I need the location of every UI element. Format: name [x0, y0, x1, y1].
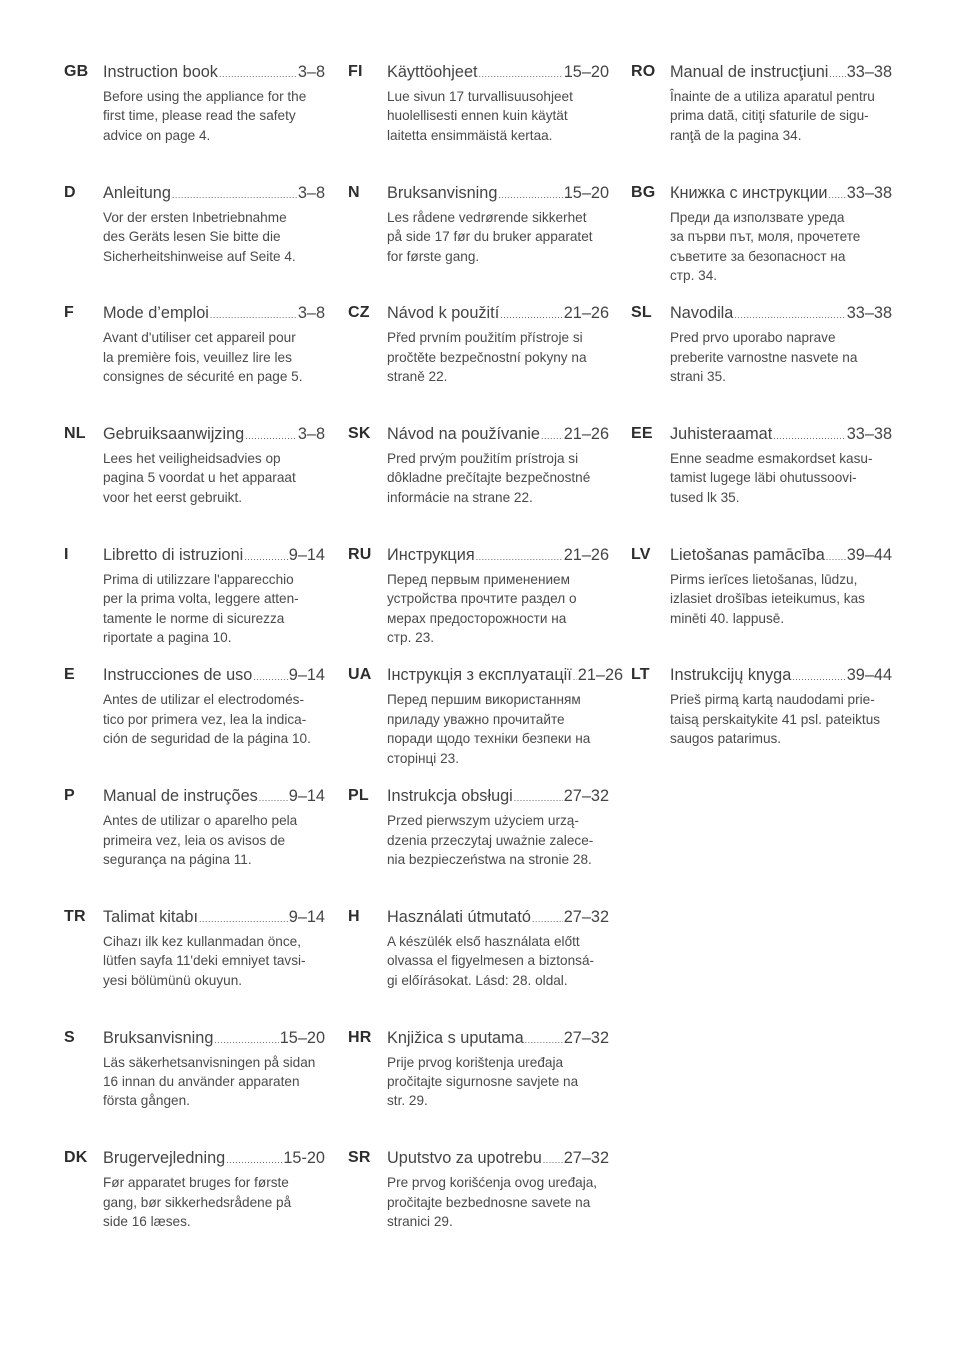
safety-note: A készülék első használata előtt olvassa el figyelmesen a biztonsá- gi előírásokat. Lásd: 28. oldal. — [387, 933, 595, 988]
safety-note: Prima di utilizzare l'apparecchio per la prima volta, leggere atten- tamente le norme di sicurezza riportate a pagina 10. — [103, 571, 299, 645]
safety-note: Prije prvog korištenja uređaja pročitajte sigurnosne savjete na str. 29. — [387, 1054, 579, 1109]
entry-title-line — [103, 301, 325, 327]
entry-title-line — [387, 663, 624, 689]
entry-body — [670, 60, 892, 145]
safety-note: Lue sivun 17 turvallisuusohjeet huolellisesti ennen kuin käytät laitetta ensimmäistä kertaa. — [387, 89, 573, 143]
entry-title-line — [103, 905, 325, 931]
safety-note: Läs säkerhetsanvisningen på sidan 16 innan du använder apparaten första gången. — [103, 1054, 316, 1109]
safety-note: Enne seadme esmakordset kasu- tamist lugege läbi ohutussoovi- tused lk 35. — [670, 451, 873, 505]
language-code: TR — [64, 907, 86, 925]
entry-title-line — [387, 181, 609, 207]
safety-note: Преди да използвате уреда за първи път, моля, прочетете съветите за безопасност на стр. 34. — [670, 209, 861, 283]
manual-title: Návod na používanie — [387, 425, 540, 444]
page-range: 33–38 — [846, 183, 892, 202]
leader-dots — [219, 62, 297, 86]
manual-title: Käyttöohjeet — [387, 63, 478, 81]
leader-dots — [214, 1028, 278, 1052]
manual-title: Anleitung — [103, 183, 171, 202]
safety-note: Перед первым применением устройства прочтите раздел о мерах предосторожности на стр. 23. — [387, 571, 577, 645]
page-range: 3–8 — [297, 183, 325, 202]
entry-body — [387, 905, 609, 990]
language-code: N — [348, 183, 360, 201]
entry-body — [103, 181, 325, 266]
entry-title-line — [670, 543, 892, 569]
leader-dots — [210, 303, 297, 327]
entry-title-line — [103, 60, 325, 86]
manual-title: Instruction book — [103, 63, 218, 81]
manual-title: Instrucciones de uso — [103, 666, 253, 685]
page-range: 27–32 — [563, 1149, 609, 1168]
entry-body — [387, 422, 609, 507]
leader-dots — [245, 424, 297, 448]
manual-title: Книжка с инструкции — [670, 183, 828, 202]
page-range: 33–38 — [846, 63, 892, 81]
entry-title-line — [103, 181, 325, 207]
manual-title: Navodila — [670, 304, 734, 323]
entry-title-line — [387, 422, 609, 448]
language-code: PL — [348, 787, 369, 805]
entry-title-line — [387, 784, 609, 810]
safety-note: Før apparatet bruges for første gang, bør sikkerhedsrådene på side 16 læses. — [103, 1175, 292, 1229]
page-range: 27–32 — [563, 1028, 609, 1047]
leader-dots — [543, 1148, 563, 1172]
entry-title-line — [670, 60, 892, 86]
leader-dots — [826, 545, 846, 569]
page-range: 3–8 — [297, 63, 325, 81]
manual-title: Talimat kitabı — [103, 907, 199, 926]
language-code: FI — [348, 63, 363, 80]
entry-body — [387, 181, 609, 266]
safety-note: Cihazı ilk kez kullanmadan önce, lütfen sayfa 11'deki emniyet tavsi- yesi bölümünü okuyun. — [103, 933, 306, 988]
language-code: DK — [64, 1149, 88, 1167]
page-range: 33–38 — [846, 425, 892, 444]
language-code: RO — [631, 63, 656, 80]
entry-title-line — [387, 301, 609, 327]
manual-title: Libretto di istruzioni — [103, 545, 244, 564]
leader-dots — [829, 62, 845, 86]
leader-dots — [573, 665, 577, 689]
language-code: BG — [631, 183, 656, 201]
language-code: NL — [64, 425, 86, 443]
entry-title-line — [103, 543, 325, 569]
page-range: 15–20 — [563, 63, 609, 81]
language-code: EE — [631, 425, 653, 443]
manual-title: Használati útmutató — [387, 907, 531, 926]
page-range: 15–20 — [563, 183, 609, 202]
leader-dots — [479, 62, 563, 86]
leader-dots — [541, 424, 563, 448]
manual-title: Інструкція з експлуатації — [387, 666, 572, 685]
leader-dots — [226, 1148, 282, 1172]
safety-note: Před prvním použitím přístroje si pročtěte bezpečnostní pokyny na straně 22. — [387, 330, 587, 385]
safety-note: Vor der ersten Inbetriebnahme des Geräts lesen Sie bitte die Sicherheitshinweise auf Seite 4. — [103, 209, 296, 264]
language-code: H — [348, 907, 360, 925]
language-code: E — [64, 666, 75, 684]
manual-title: Návod k použití — [387, 304, 500, 323]
entry-body — [670, 543, 892, 628]
manual-title: Brugervejledning — [103, 1149, 226, 1168]
entry-title-line — [103, 784, 325, 810]
entry-body — [103, 905, 325, 990]
language-code: SL — [631, 304, 652, 322]
manual-title: Bruksanvisning — [103, 1028, 214, 1047]
safety-note: Lees het veiligheidsadvies op pagina 5 voordat u het apparaat voor het eerst gebruikt. — [103, 451, 296, 505]
entry-body — [670, 301, 892, 386]
entry-body — [387, 301, 609, 386]
entry-body — [387, 663, 624, 768]
language-code: RU — [348, 545, 372, 563]
entry-body — [387, 1146, 609, 1231]
language-code: SK — [348, 425, 371, 443]
page-range: 21–26 — [563, 304, 609, 323]
entry-body — [103, 663, 325, 748]
leader-dots — [172, 183, 297, 207]
language-code: I — [64, 545, 69, 563]
safety-note: Prieš pirmą kartą naudodami prie- taisą perskaitykite 41 psl. pateiktus saugos patarimus. — [670, 692, 881, 747]
manual-title: Инструкция — [387, 545, 475, 564]
safety-note: Înainte de a utiliza aparatul pentru prima dată, citiţi sfaturile de sigu- ranţă de la pagina 34. — [670, 89, 875, 143]
leader-dots — [498, 183, 562, 207]
entry-title-line — [103, 1026, 325, 1052]
entry-title-line — [103, 422, 325, 448]
page-range: 27–32 — [563, 907, 609, 926]
page-range: 15-20 — [283, 1149, 325, 1168]
manual-title: Bruksanvisning — [387, 183, 498, 202]
entry-title-line — [670, 181, 892, 207]
leader-dots — [253, 665, 287, 689]
entry-body — [387, 1026, 609, 1111]
safety-note: Перед першим використанням приладу уважно прочитайте поради щодо техніки безпеки на сторінці 23. — [387, 692, 591, 766]
leader-dots — [476, 545, 563, 569]
language-code: CZ — [348, 304, 370, 322]
manual-title: Mode d’emploi — [103, 304, 209, 323]
leader-dots — [792, 665, 845, 689]
entry-title-line — [670, 422, 892, 448]
entry-title-line — [387, 543, 609, 569]
entry-body — [103, 784, 325, 869]
safety-note: Les rådene vedrørende sikkerhet på side 17 før du bruker apparatet for første gang. — [387, 209, 593, 264]
manual-title: Instrukcijų knyga — [670, 666, 792, 685]
language-code: LT — [631, 666, 650, 684]
safety-note: Pred prvo uporabo naprave preberite varnostne nasvete na strani 35. — [670, 330, 858, 385]
entry-title-line — [387, 60, 609, 86]
entry-body — [103, 301, 325, 386]
entry-body — [670, 663, 892, 748]
language-code: UA — [348, 666, 372, 684]
page-range: 9–14 — [288, 787, 325, 806]
safety-note: Przed pierwszym użyciem urzą- dzenia przeczytaj uważnie zalece- nia bezpieczeństwa na stronie 28. — [387, 813, 594, 867]
leader-dots — [532, 907, 563, 931]
entry-title-line — [387, 1146, 609, 1172]
safety-note: Antes de utilizar el electrodomés- tico por primera vez, lea la indica- ción de seguridad de la página 10. — [103, 692, 311, 747]
page-range: 3–8 — [297, 425, 325, 444]
language-code: SR — [348, 1149, 371, 1167]
manual-title: Juhisteraamat — [670, 425, 773, 444]
entry-title-line — [387, 905, 609, 931]
entry-body — [103, 60, 325, 145]
entry-body — [387, 543, 609, 648]
manual-title: Manual de instrucţiuni — [670, 63, 829, 81]
leader-dots — [500, 303, 562, 327]
manual-title: Lietošanas pamācība — [670, 545, 825, 564]
leader-dots — [199, 907, 288, 931]
entry-title-line — [670, 663, 892, 689]
page-range: 39–44 — [846, 545, 892, 564]
safety-note: Pre prvog korišćenja ovog uređaja, pročitajte bezbednosne savete na stranici 29. — [387, 1175, 598, 1229]
manual-title: Uputstvo za upotrebu — [387, 1149, 542, 1168]
entry-body — [103, 543, 325, 648]
entry-body — [103, 1026, 325, 1111]
page-range: 33–38 — [846, 304, 892, 323]
entry-title-line — [103, 1146, 325, 1172]
page-range: 21–26 — [563, 425, 609, 444]
manual-title: Manual de instruções — [103, 787, 258, 806]
language-code: HR — [348, 1028, 372, 1046]
manual-title: Gebruiksaanwijzing — [103, 425, 245, 444]
entry-body — [103, 422, 325, 507]
language-code: P — [64, 787, 75, 805]
page-range: 9–14 — [288, 666, 325, 685]
language-code: F — [64, 304, 74, 322]
entry-body — [387, 784, 609, 869]
safety-note: Avant d'utiliser cet appareil pour la première fois, veuillez lire les consignes de sécurité en page 5. — [103, 330, 303, 385]
manual-title: Knjižica s uputama — [387, 1028, 524, 1047]
language-code: LV — [631, 545, 651, 563]
page-range: 21–26 — [577, 666, 624, 685]
leader-dots — [734, 303, 845, 327]
safety-note: Antes de utilizar o aparelho pela primeira vez, leia os avisos de segurança na página 11. — [103, 813, 298, 867]
page-range: 21–26 — [563, 545, 609, 564]
language-code: D — [64, 183, 76, 201]
leader-dots — [514, 786, 563, 810]
leader-dots — [525, 1028, 563, 1052]
language-code: GB — [64, 63, 89, 80]
entry-title-line — [670, 301, 892, 327]
page-range: 39–44 — [846, 666, 892, 685]
entry-title-line — [387, 1026, 609, 1052]
leader-dots — [773, 424, 845, 448]
page-range: 27–32 — [563, 787, 609, 806]
page-range: 3–8 — [297, 304, 325, 323]
leader-dots — [244, 545, 287, 569]
leader-dots — [259, 786, 288, 810]
manual-title: Instrukcja obsługi — [387, 787, 513, 806]
leader-dots — [829, 183, 846, 207]
entry-body — [103, 1146, 325, 1231]
language-code: S — [64, 1028, 75, 1046]
entry-title-line — [103, 663, 325, 689]
entry-body — [670, 422, 892, 507]
page-range: 9–14 — [288, 545, 325, 564]
entry-body — [670, 181, 892, 286]
page-range: 15–20 — [279, 1028, 325, 1047]
safety-note: Pirms ierīces lietošanas, lūdzu, izlasiet drošības ieteikumus, kas minēti 40. lappusē. — [670, 571, 865, 626]
entry-body — [387, 60, 609, 145]
safety-note: Pred prvým použitím prístroja si dôkladne prečítajte bezpečnostné informácie na strane 22. — [387, 451, 591, 505]
safety-note: Before using the appliance for the first time, please read the safety advice on page 4. — [103, 89, 307, 143]
page-range: 9–14 — [288, 907, 325, 926]
